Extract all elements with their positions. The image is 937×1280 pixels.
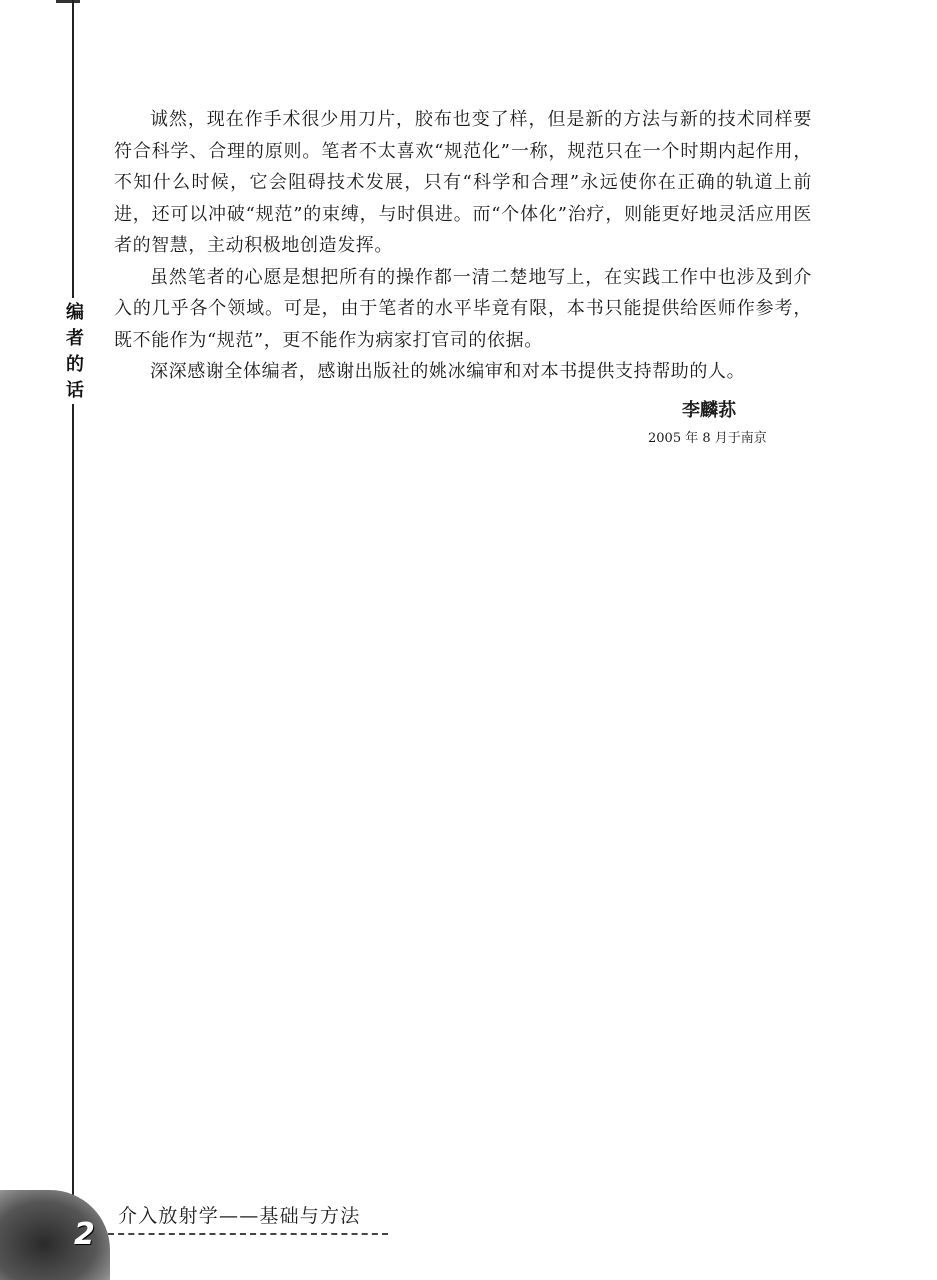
paragraph: 虽然笔者的心愿是想把所有的操作都一清二楚地写上，在实践工作中也涉及到介入的几乎各个领域。可是，由于笔者的水平毕竟有限，本书只能提供给医师作参考，既不能作为“规范”，更不能作为病家打官司的依据。 — [114, 266, 812, 351]
side-tab-char: 编 — [66, 302, 84, 323]
preface-body — [114, 104, 812, 388]
footer-dashed-rule — [108, 1233, 388, 1235]
side-tab-char: 者 — [66, 328, 84, 349]
running-footer-title: 介入放射学——基础与方法 — [118, 1205, 361, 1227]
section-side-tab — [64, 300, 86, 404]
signature-date: 2005 年 8 月于南京 — [648, 431, 767, 446]
paragraph: 诚然，现在作手术很少用刀片，胶布也变了样，但是新的方法与新的技术同样要符合科学、合理的原则。笔者不太喜欢“规范化”一称，规范只在一个时期内起作用，不知什么时候，它会阻碍技术发展，只有“科学和合理”永远使你在正确的轨道上前进，还可以冲破“规范”的束缚，与时俱进。而“个体化”治疗，则能更好地灵活应用医者的智慧，主动积极地创造发挥。 — [114, 109, 812, 256]
top-edge-mark — [56, 0, 80, 3]
page-number: 2 — [74, 1217, 95, 1252]
side-tab-char: 的 — [66, 354, 84, 375]
margin-rule — [72, 0, 74, 298]
side-tab-char: 话 — [66, 380, 84, 401]
paragraph: 深深感谢全体编者，感谢出版社的姚冰编审和对本书提供支持帮助的人。 — [150, 361, 746, 382]
margin-rule — [72, 404, 74, 1224]
author-name: 李麟荪 — [682, 400, 736, 421]
